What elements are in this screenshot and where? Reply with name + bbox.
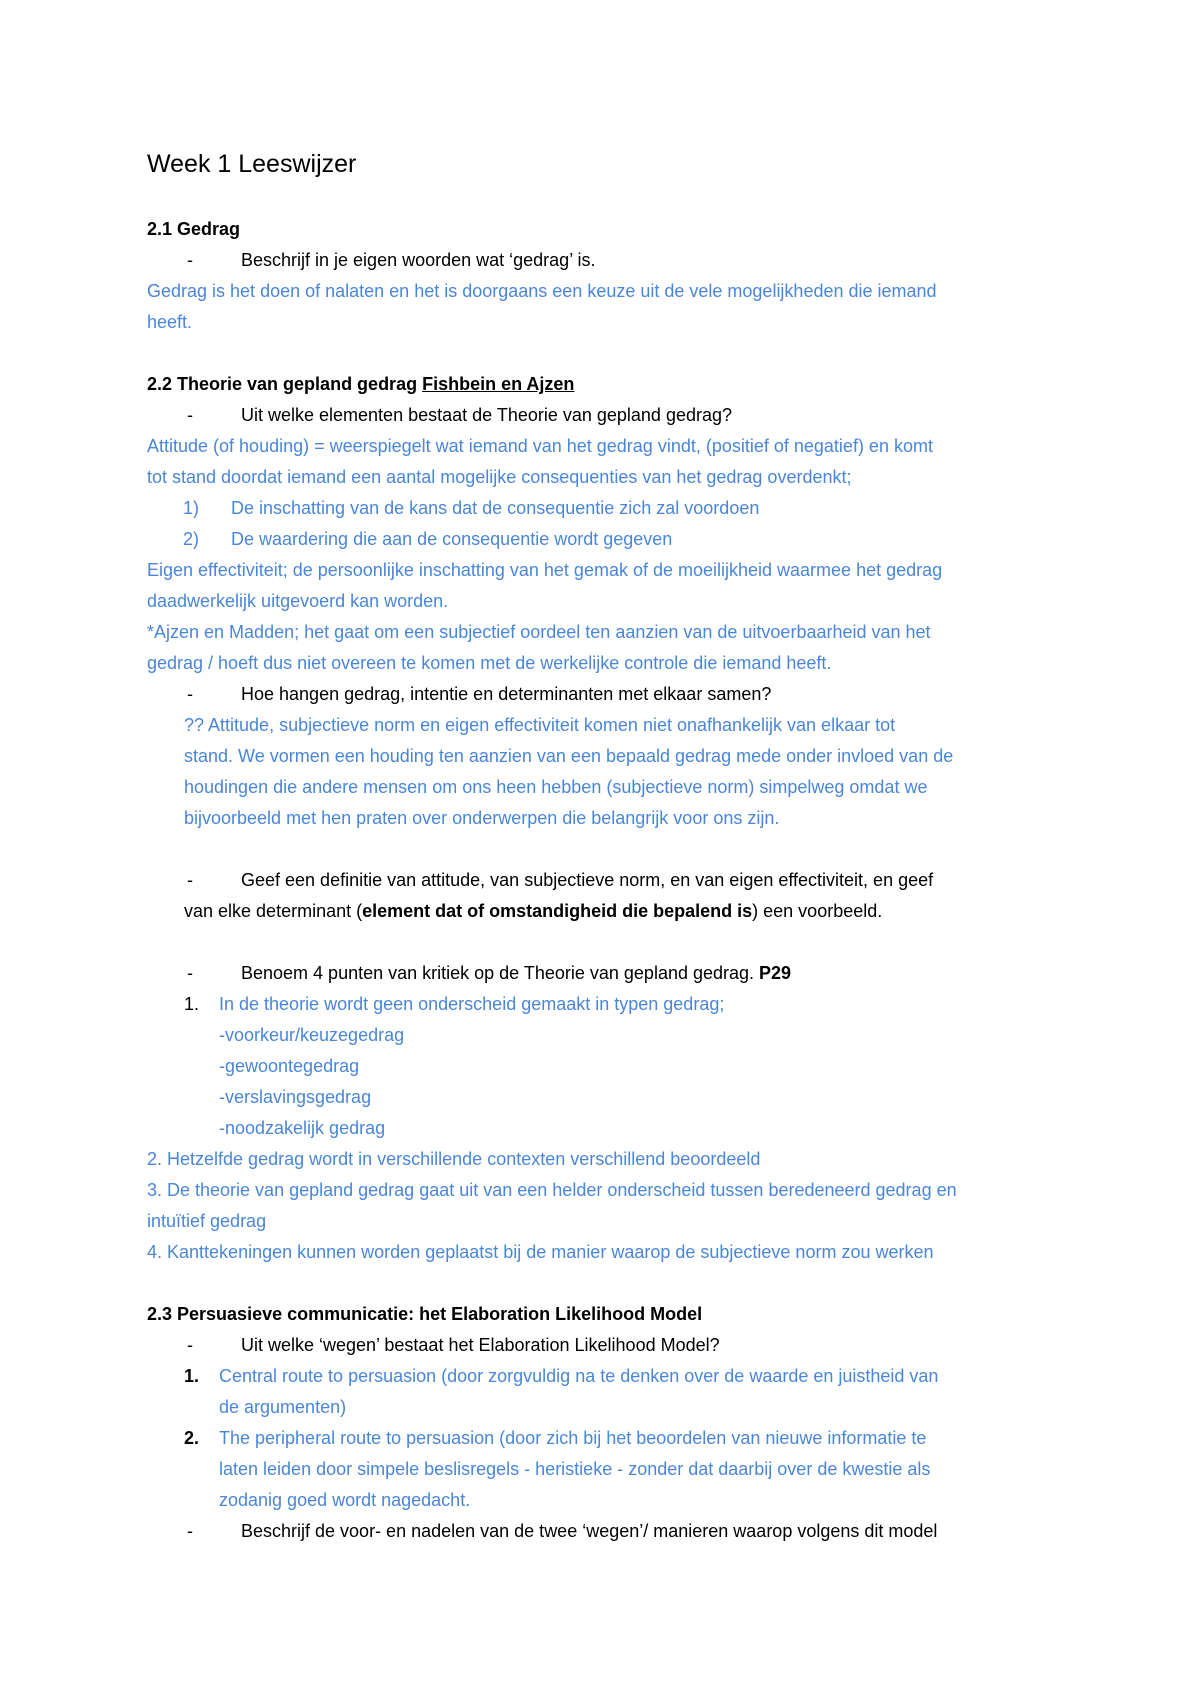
answer-text: heeft.	[147, 312, 193, 332]
page-reference: P29	[759, 963, 792, 983]
route-item: de argumenten)	[219, 1397, 347, 1417]
critique-subitem: -verslavingsgedrag	[219, 1087, 372, 1107]
critique-item: intuïtief gedrag	[147, 1211, 267, 1231]
critique-item: 3. De theorie van gepland gedrag gaat uit van een helder onderscheid tussen beredeneerd gedrag en	[147, 1180, 957, 1200]
question-dash: -	[187, 684, 193, 704]
question-text: Uit welke elementen bestaat de Theorie van gepland gedrag?	[241, 405, 733, 425]
question-text: Geef een definitie van attitude, van subjectieve norm, en van eigen effectiviteit, en geef	[241, 870, 934, 890]
critique-subitem: -gewoontegedrag	[219, 1056, 360, 1076]
list-number: 1)	[183, 498, 200, 518]
question-dash: -	[187, 1521, 193, 1541]
question-text	[241, 961, 791, 985]
section-heading-2-1: 2.1 Gedrag	[147, 219, 241, 239]
question-text-bold: element dat of omstandigheid die bepalend is	[362, 901, 753, 921]
list-number: 2.	[184, 1428, 200, 1448]
question-text: Beschrijf de voor- en nadelen van de twee ‘wegen’/ manieren waarop volgens dit model	[241, 1521, 938, 1541]
route-item: Central route to persuasion (door zorgvuldig na te denken over de waarde en juistheid van	[219, 1366, 939, 1386]
list-number: 2)	[183, 529, 200, 549]
list-number: 1.	[184, 1366, 200, 1386]
section-heading-2-3: 2.3 Persuasieve communicatie: het Elaboration Likelihood Model	[147, 1304, 703, 1324]
question-text-part: Benoem 4 punten van kritiek op de Theorie van gepland gedrag.	[241, 963, 760, 983]
answer-text: stand. We vormen een houding ten aanzien van een bepaald gedrag mede onder invloed van de	[184, 746, 954, 766]
answer-text: *Ajzen en Madden; het gaat om een subjectief oordeel ten aanzien van de uitvoerbaarheid van het	[147, 622, 931, 642]
list-number: 1.	[184, 994, 200, 1014]
page-title: Week 1 Leeswijzer	[147, 150, 357, 178]
answer-text: Attitude (of houding) = weerspiegelt wat iemand van het gedrag vindt, (positief of negatief) en komt	[147, 436, 933, 456]
heading-authors: Fishbein en Ajzen	[422, 374, 575, 394]
list-item: De inschatting van de kans dat de consequentie zich zal voordoen	[231, 498, 760, 518]
answer-text: houdingen die andere mensen om ons heen hebben (subjectieve norm) simpelweg omdat we	[184, 777, 928, 797]
question-text-part: van elke determinant (	[184, 901, 363, 921]
question-text: Uit welke ‘wegen’ bestaat het Elaboration Likelihood Model?	[241, 1335, 720, 1355]
route-item: zodanig goed wordt nagedacht.	[219, 1490, 471, 1510]
critique-item: In de theorie wordt geen onderscheid gemaakt in typen gedrag;	[219, 994, 725, 1014]
question-dash: -	[187, 1335, 193, 1355]
critique-subitem: -noodzakelijk gedrag	[219, 1118, 386, 1138]
question-text: Beschrijf in je eigen woorden wat ‘gedrag’ is.	[241, 250, 596, 270]
section-heading-2-2	[147, 372, 574, 396]
question-text-part: ) een voorbeeld.	[752, 901, 883, 921]
heading-text: 2.2 Theorie van gepland gedrag	[147, 374, 423, 394]
answer-text: Eigen effectiviteit; de persoonlijke inschatting van het gemak of de moeilijkheid waarmee het gedrag	[147, 560, 943, 580]
answer-text: bijvoorbeeld met hen praten over onderwerpen die belangrijk voor ons zijn.	[184, 808, 780, 828]
answer-text: gedrag / hoeft dus niet overeen te komen met de werkelijke controle die iemand heeft.	[147, 653, 832, 673]
critique-item: 2. Hetzelfde gedrag wordt in verschillende contexten verschillend beoordeeld	[147, 1149, 761, 1169]
route-item: The peripheral route to persuasion (door zich bij het beoordelen van nieuwe informatie te	[219, 1428, 927, 1448]
answer-text: Gedrag is het doen of nalaten en het is doorgaans een keuze uit de vele mogelijkheden die iemand	[147, 281, 937, 301]
question-text	[184, 899, 882, 923]
answer-text: ?? Attitude, subjectieve norm en eigen effectiviteit komen niet onafhankelijk van elkaar tot	[184, 715, 896, 735]
list-item: De waardering die aan de consequentie wordt gegeven	[231, 529, 673, 549]
answer-text: tot stand doordat iemand een aantal mogelijke consequenties van het gedrag overdenkt;	[147, 467, 852, 487]
critique-item: 4. Kanttekeningen kunnen worden geplaatst bij de manier waarop de subjectieve norm zou werken	[147, 1242, 934, 1262]
question-dash: -	[187, 963, 193, 983]
question-text: Hoe hangen gedrag, intentie en determinanten met elkaar samen?	[241, 684, 772, 704]
question-dash: -	[187, 405, 193, 425]
question-dash: -	[187, 870, 193, 890]
question-dash: -	[187, 250, 193, 270]
critique-subitem: -voorkeur/keuzegedrag	[219, 1025, 405, 1045]
route-item: laten leiden door simpele beslisregels - heristieke - zonder dat daarbij over de kwestie als	[219, 1459, 931, 1479]
answer-text: daadwerkelijk uitgevoerd kan worden.	[147, 591, 449, 611]
